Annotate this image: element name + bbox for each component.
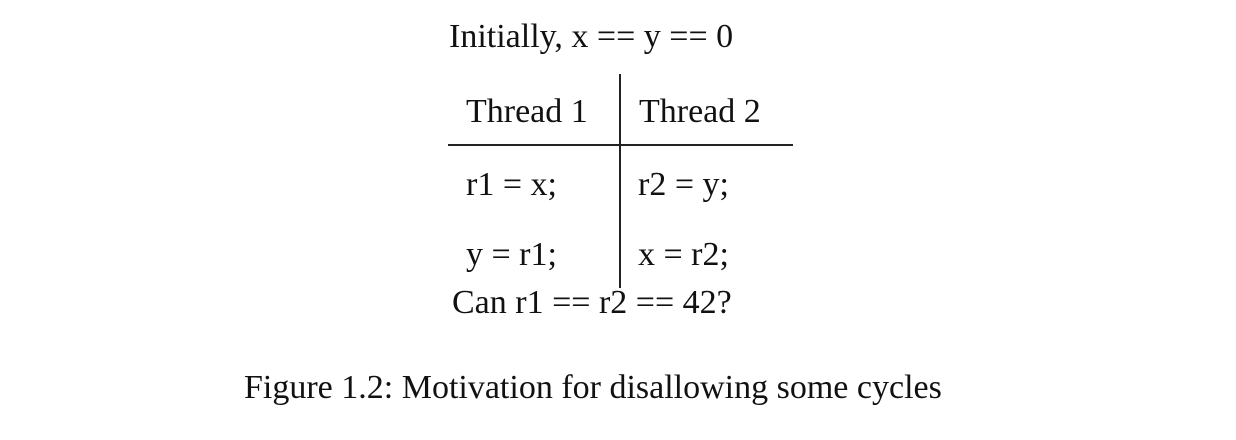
question: Can r1 == r2 == 42?	[452, 284, 732, 321]
initial-condition: Initially, x == y == 0	[449, 18, 734, 55]
figure-caption: Figure 1.2: Motivation for disallowing some cycles	[244, 369, 942, 406]
table-cell-r2c1: y = r1;	[466, 236, 557, 273]
header-thread-2: Thread 2	[639, 93, 761, 130]
table-cell-r1c2: r2 = y;	[638, 166, 729, 203]
header-thread-1: Thread 1	[466, 93, 588, 130]
table-cell-r1c1: r1 = x;	[466, 166, 557, 203]
table-vertical-rule	[619, 74, 621, 288]
table-horizontal-rule	[448, 144, 793, 146]
table-cell-r2c2: x = r2;	[638, 236, 729, 273]
